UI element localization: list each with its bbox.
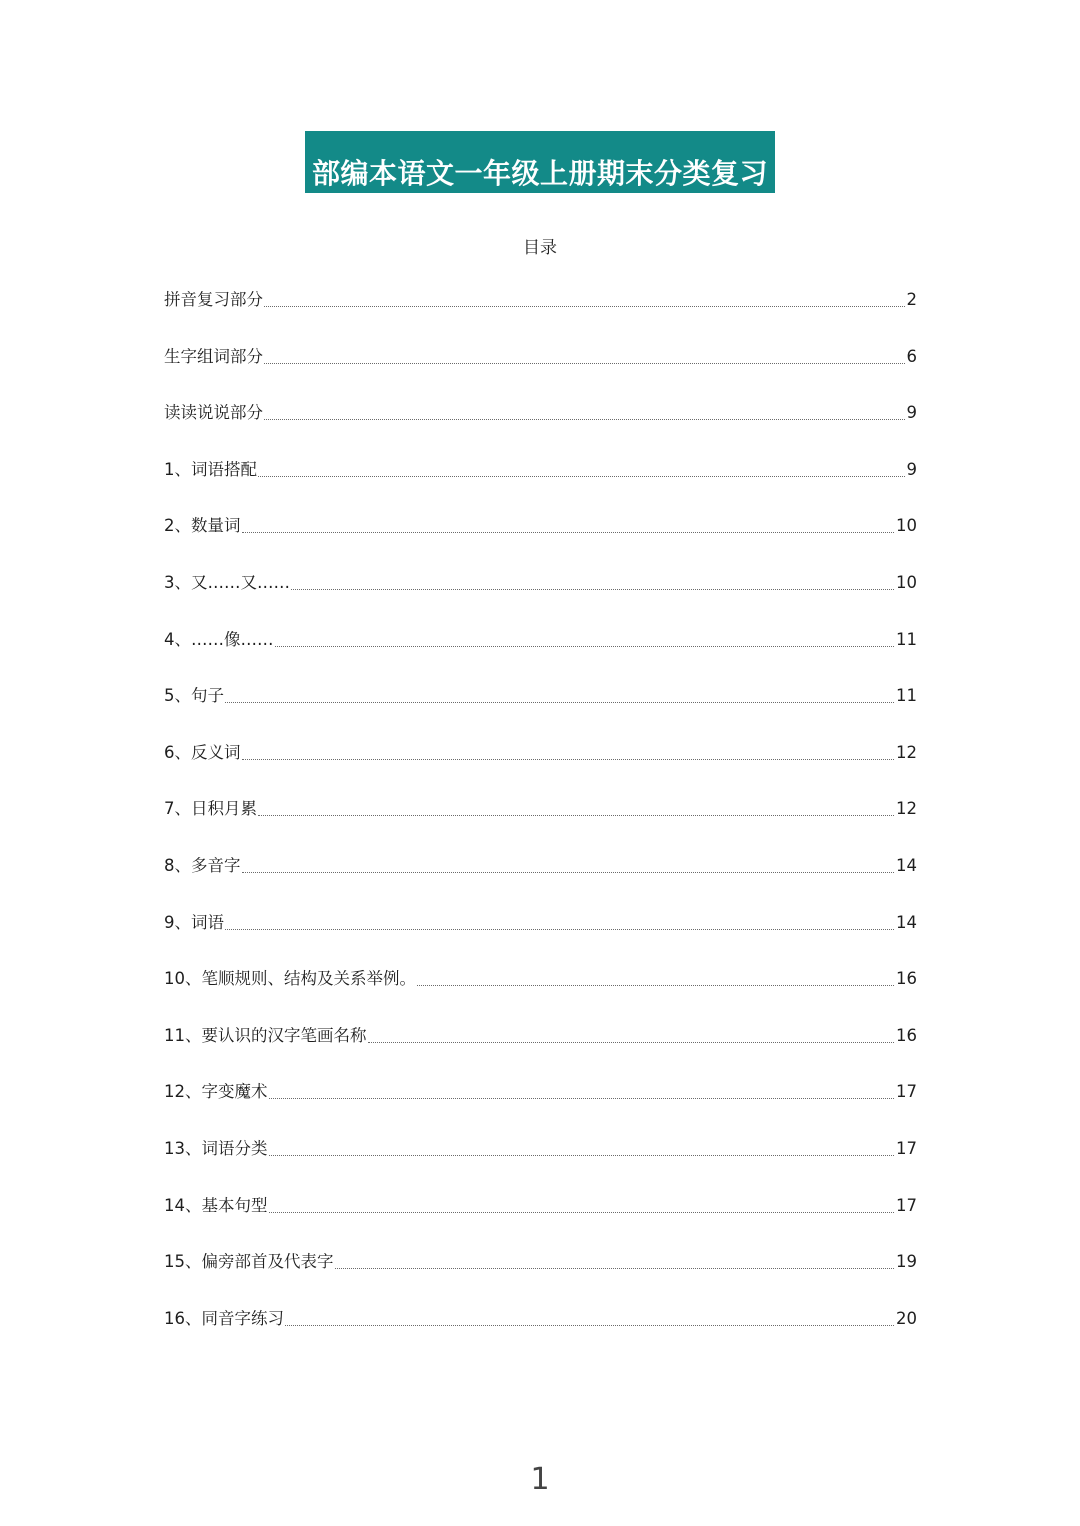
toc-entry[interactable]	[164, 684, 917, 741]
toc-entry-label: 3、又……又……	[164, 572, 290, 592]
toc-entry[interactable]	[164, 458, 917, 515]
toc-entry-label: 13、词语分类	[164, 1138, 268, 1158]
toc-entry-label: 4、……像……	[164, 629, 274, 649]
toc-dot-leader	[242, 514, 895, 533]
toc-entry-page: 16	[896, 1025, 917, 1045]
toc-entry-page: 11	[896, 686, 917, 706]
toc-entry-page: 9	[906, 403, 917, 423]
toc-dot-leader	[368, 1024, 895, 1043]
toc-dot-leader	[242, 854, 895, 873]
toc-entry[interactable]	[164, 628, 917, 685]
toc-entry[interactable]	[164, 1137, 917, 1194]
toc-dot-leader	[291, 571, 894, 590]
toc-entry[interactable]	[164, 741, 917, 798]
toc-entry-label: 10、笔顺规则、结构及关系举例。	[164, 969, 416, 989]
toc-dot-leader	[264, 401, 905, 420]
toc-dot-leader	[285, 1307, 894, 1326]
toc-heading: 目录	[523, 238, 557, 258]
toc-entry-page: 12	[896, 742, 917, 762]
toc-entry-label: 读读说说部分	[164, 403, 263, 423]
toc-dot-leader	[264, 345, 905, 364]
toc-entry[interactable]	[164, 1307, 917, 1364]
toc-entry-page: 17	[896, 1138, 917, 1158]
toc-entry[interactable]	[164, 1024, 917, 1081]
toc-entry-page: 10	[896, 516, 917, 536]
toc-entry-page: 6	[906, 346, 917, 366]
toc-entry[interactable]	[164, 1194, 917, 1251]
toc-entry-page: 12	[896, 799, 917, 819]
page-number: 1	[530, 1462, 550, 1497]
toc-entry-page: 19	[896, 1252, 917, 1272]
toc-entry-page: 9	[906, 459, 917, 479]
toc-dot-leader	[275, 628, 895, 647]
toc-entry[interactable]	[164, 514, 917, 571]
title-banner	[305, 131, 775, 193]
toc-dot-leader	[242, 741, 895, 760]
toc-dot-leader	[417, 967, 894, 986]
toc-entry-page: 16	[896, 969, 917, 989]
toc-dot-leader	[269, 1137, 895, 1156]
toc-entry-label: 11、要认识的汉字笔画名称	[164, 1025, 367, 1045]
toc-entry-page: 10	[896, 572, 917, 592]
toc-entry[interactable]	[164, 345, 917, 402]
toc-dot-leader	[269, 1080, 895, 1099]
toc-entry-page: 20	[896, 1308, 917, 1328]
toc-entry[interactable]	[164, 1250, 917, 1307]
toc-entry-label: 2、数量词	[164, 516, 241, 536]
toc-dot-leader	[335, 1250, 895, 1269]
toc-dot-leader	[225, 684, 894, 703]
toc-entry-label: 15、偏旁部首及代表字	[164, 1252, 334, 1272]
toc-entry-page: 11	[896, 629, 917, 649]
toc-entry-label: 9、词语	[164, 912, 224, 932]
toc-entry-label: 8、多音字	[164, 855, 241, 875]
toc-entry-label: 5、句子	[164, 686, 224, 706]
toc-entry-label: 生字组词部分	[164, 346, 263, 366]
toc-entry-page: 14	[896, 912, 917, 932]
toc-dot-leader	[258, 458, 905, 477]
toc-dot-leader	[225, 911, 894, 930]
toc-entry-label: 7、日积月累	[164, 799, 257, 819]
toc-entry[interactable]	[164, 967, 917, 1024]
toc-entry-label: 16、同音字练习	[164, 1308, 284, 1328]
toc-entry[interactable]	[164, 401, 917, 458]
toc-entry[interactable]	[164, 854, 917, 911]
toc-entry[interactable]	[164, 288, 917, 345]
toc-entry-label: 14、基本句型	[164, 1195, 268, 1215]
toc-entry[interactable]	[164, 571, 917, 628]
toc-dot-leader	[258, 797, 894, 816]
toc-entry-label: 6、反义词	[164, 742, 241, 762]
toc-entry-page: 2	[906, 290, 917, 309]
toc-entry[interactable]	[164, 797, 917, 854]
toc-dot-leader	[264, 288, 905, 307]
toc-entry-label: 拼音复习部分	[164, 290, 263, 309]
toc-entry[interactable]	[164, 1080, 917, 1137]
toc-entry[interactable]	[164, 911, 917, 968]
toc-entry-page: 14	[896, 855, 917, 875]
toc-entry-page: 17	[896, 1195, 917, 1215]
toc-entry-page: 17	[896, 1082, 917, 1102]
document-title: 部编本语文一年级上册期末分类复习	[311, 157, 768, 190]
toc-entry-label: 1、词语搭配	[164, 459, 257, 479]
toc-dot-leader	[269, 1194, 895, 1213]
table-of-contents	[164, 288, 917, 1363]
toc-entry-label: 12、字变魔术	[164, 1082, 268, 1102]
